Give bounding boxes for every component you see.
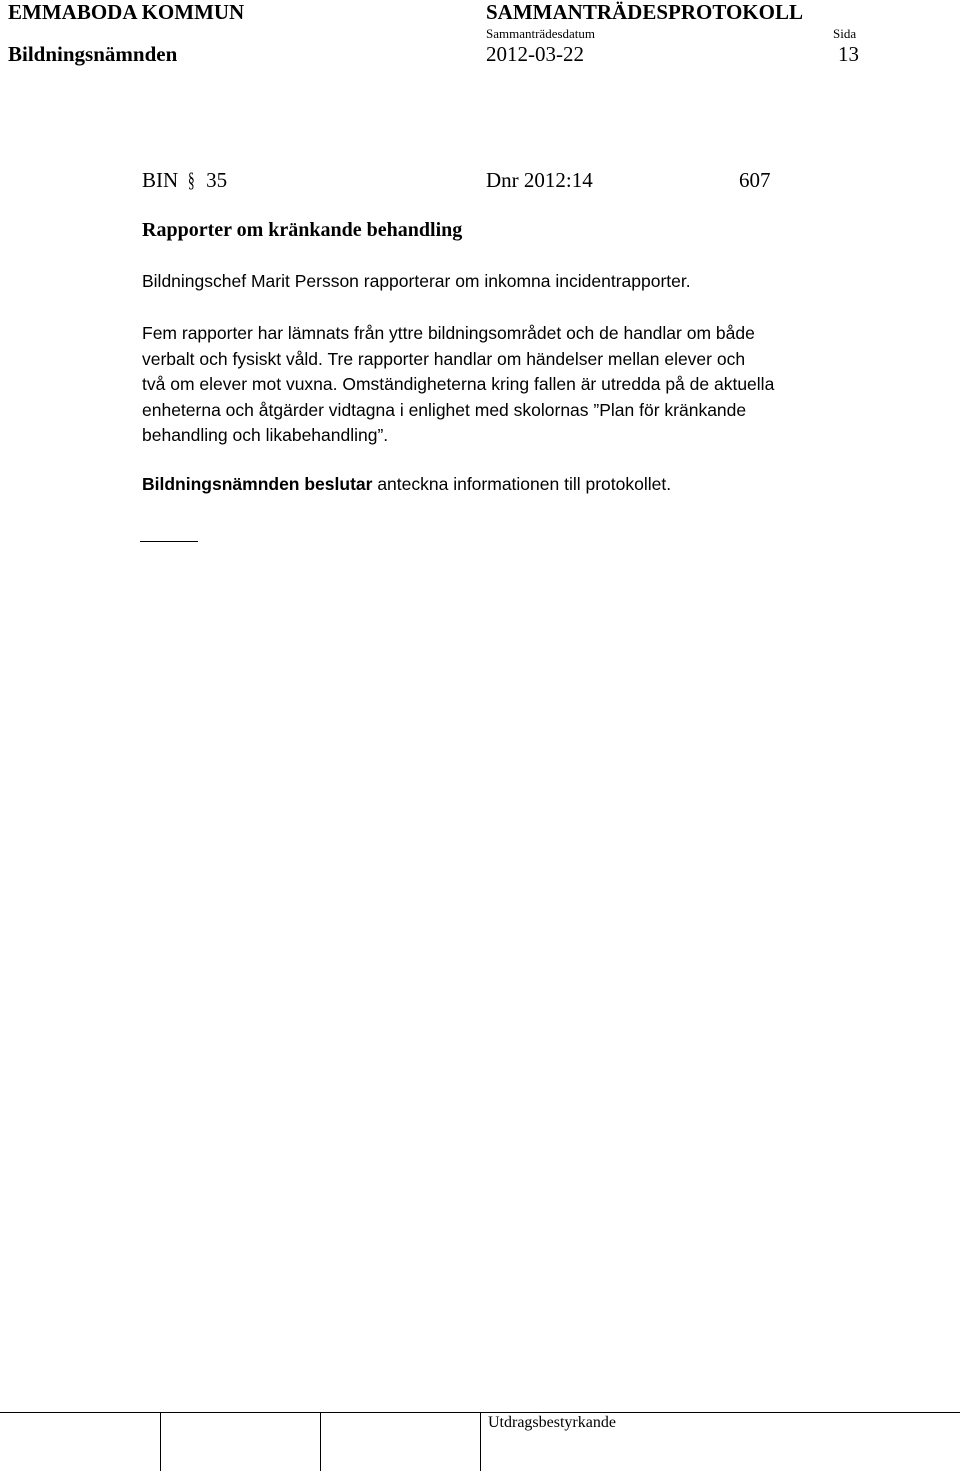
document-type: SAMMANTRÄDESPROTOKOLL <box>486 0 803 24</box>
signature-box <box>0 1413 161 1471</box>
bin-prefix: BIN <box>142 168 179 192</box>
page-label: Sida <box>833 26 857 41</box>
committee-name: Bildningsnämnden <box>8 42 178 66</box>
paragraph-2-line: behandling och likabehandling”. <box>142 425 389 445</box>
bin-number: 35 <box>206 168 228 192</box>
decision-lead: Bildningsnämnden beslutar <box>142 474 373 494</box>
signature-box <box>320 1413 481 1471</box>
decision-paragraph <box>142 474 671 495</box>
paragraph-2-line: verbalt och fysiskt våld. Tre rapporter handlar om händelser mellan elever och <box>142 348 746 369</box>
paragraph-2-line: enheterna och åtgärder vidtagna i enlighet med skolornas ”Plan för kränkande <box>142 399 747 420</box>
meeting-date: 2012-03-22 <box>486 42 584 66</box>
certification-label: Utdragsbestyrkande <box>488 1414 616 1431</box>
item-reference <box>142 168 227 193</box>
paragraph-2 <box>142 321 882 449</box>
decision-text: anteckna informationen till protokollet. <box>372 474 672 494</box>
signature-box <box>160 1413 321 1471</box>
paragraph-2-line: Fem rapporter har lämnats från yttre bildningsområdet och de handlar om både <box>142 323 755 343</box>
page-number: 13 <box>838 42 859 66</box>
signature-footer <box>0 1412 960 1471</box>
paragraph-2-line: två om elever mot vuxna. Omständigheterna kring fallen är utredda på de aktuella <box>142 374 775 394</box>
end-of-item-rule <box>140 541 198 542</box>
item-code: 607 <box>739 168 771 192</box>
organization-name: EMMABODA KOMMUN <box>8 0 245 24</box>
date-label: Sammanträdesdatum <box>486 26 596 41</box>
item-title: Rapporter om kränkande behandling <box>142 219 463 241</box>
paragraph-1: Bildningschef Marit Persson rapporterar om inkomna incidentrapporter. <box>142 271 691 291</box>
diary-number: Dnr 2012:14 <box>486 168 593 192</box>
paragraph-sign-icon: § <box>188 168 196 192</box>
